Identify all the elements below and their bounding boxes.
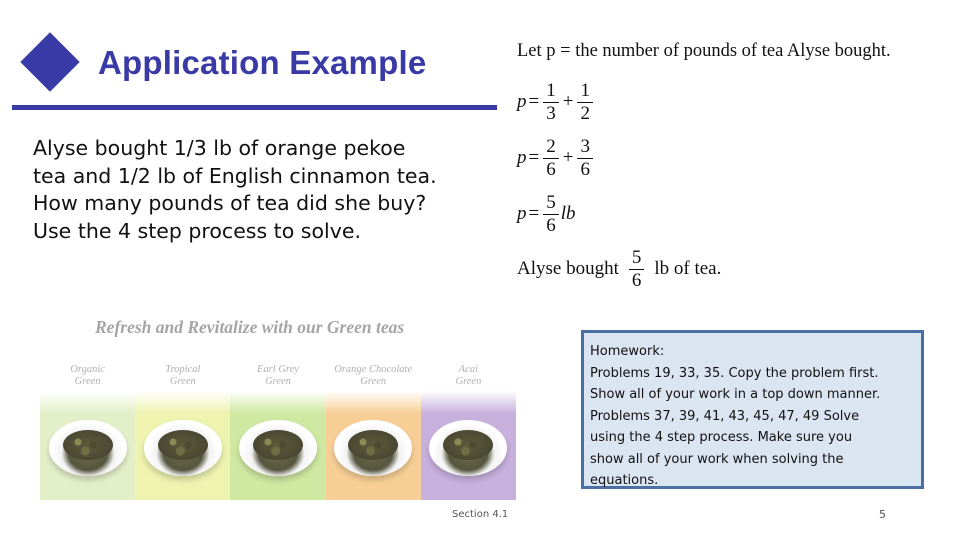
equals-sign: = — [528, 91, 540, 112]
unit-label: lb — [560, 203, 576, 224]
conclusion — [517, 241, 721, 297]
homework-line: Show all of your work in a top down manner. — [590, 387, 881, 402]
fraction — [543, 192, 559, 237]
equation-step-2 — [517, 130, 595, 186]
fraction — [577, 136, 593, 181]
tea-panel-earl-grey — [230, 360, 325, 500]
homework-line: show all of your work when solving the — [590, 451, 844, 467]
equation-step-1 — [517, 74, 595, 130]
denominator: 6 — [546, 158, 556, 180]
fraction — [543, 136, 559, 181]
numerator: 5 — [546, 191, 556, 213]
denominator: 6 — [546, 214, 556, 236]
tea-label: Tropical Green — [165, 364, 201, 387]
title-diamond-icon — [20, 32, 79, 91]
equation-step-3 — [517, 186, 576, 242]
fraction — [577, 80, 593, 125]
problem-line: Use the 4 step process to solve. — [33, 218, 361, 243]
fraction — [629, 247, 645, 292]
tea-panel-acai — [421, 360, 516, 500]
homework-line: Problems 37, 39, 41, 43, 45, 47, 49 Solve — [590, 408, 860, 424]
homework-box — [581, 330, 924, 489]
let-statement: Let p = the number of pounds of tea Alyse bought. — [517, 41, 891, 61]
conclusion-prefix: Alyse bought — [517, 258, 619, 279]
tea-image-heading: Refresh and Revitalize with our Green teas — [95, 317, 405, 337]
slide-title: Application Example — [98, 44, 427, 81]
tea-label: Orange Chocolate Green — [334, 364, 413, 387]
homework-line: Problems 19, 33, 35. Copy the problem first. — [590, 365, 879, 381]
conclusion-suffix: lb of tea. — [654, 258, 722, 279]
variable: p — [517, 91, 527, 112]
homework-line: equations. — [590, 473, 659, 488]
homework-line: Homework: — [590, 344, 665, 359]
denominator: 2 — [580, 102, 590, 124]
variable: p — [517, 147, 527, 168]
denominator: 6 — [631, 269, 642, 291]
title-underline — [12, 105, 497, 110]
tea-label: Acai Green — [455, 364, 482, 387]
tea-bowl — [334, 420, 412, 476]
numerator: 2 — [546, 135, 556, 157]
equals-sign: = — [528, 203, 540, 224]
tea-panel-organic — [40, 360, 135, 500]
tea-bowl — [144, 420, 222, 476]
fraction — [543, 80, 559, 125]
footer-section-label: Section 4.1 — [452, 509, 509, 520]
homework-line: using the 4 step process. Make sure you — [590, 430, 853, 445]
tea-bowl — [49, 420, 127, 476]
tea-panel-orange-chocolate — [326, 360, 421, 500]
numerator: 1 — [580, 79, 590, 101]
denominator: 6 — [580, 158, 590, 180]
tea-panel-tropical — [135, 360, 230, 500]
problem-line: tea and 1/2 lb of English cinnamon tea. — [33, 163, 437, 188]
numerator: 5 — [631, 246, 642, 268]
page-number: 5 — [879, 508, 886, 521]
tea-label: Organic Green — [70, 364, 105, 387]
numerator: 1 — [546, 79, 556, 101]
variable: p — [517, 203, 527, 224]
tea-bowl — [429, 420, 507, 476]
equals-sign: = — [528, 147, 540, 168]
problem-line: How many pounds of tea did she buy? — [33, 191, 427, 215]
plus-sign: + — [562, 147, 574, 168]
numerator: 3 — [580, 135, 590, 157]
denominator: 3 — [546, 102, 556, 124]
tea-label: Earl Grey Green — [257, 364, 299, 387]
problem-line: Alyse bought 1/3 lb of orange pekoe — [33, 136, 406, 160]
tea-image — [40, 360, 516, 500]
problem-statement — [33, 135, 503, 245]
plus-sign: + — [562, 91, 574, 112]
tea-bowl — [239, 420, 317, 476]
